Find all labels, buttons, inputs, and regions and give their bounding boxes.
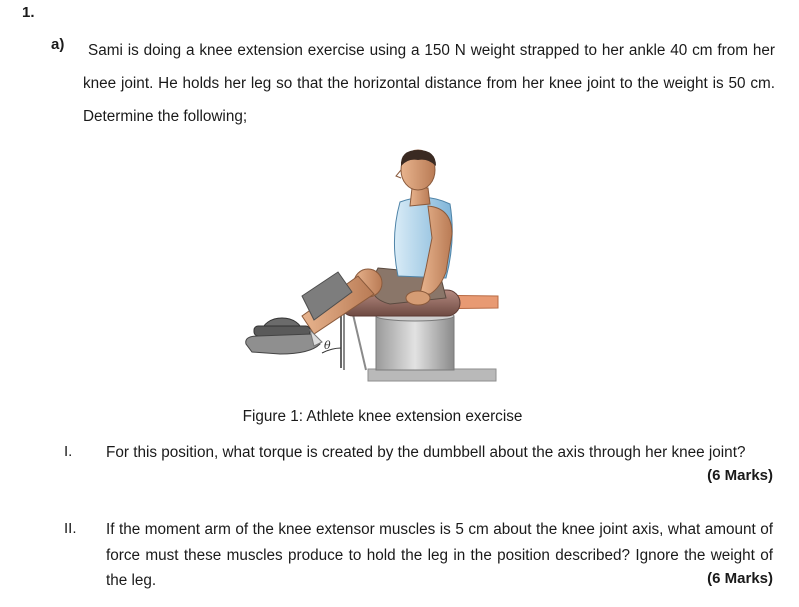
angle-theta-label: θ [324, 339, 331, 352]
question-number: 1. [22, 4, 35, 21]
sub-question-marks: (6 Marks) [707, 570, 773, 587]
sub-question-numeral: II. [64, 520, 77, 537]
part-a-intro-text: Sami is doing a knee extension exercise using a 150 N weight strapped to her ankle 40 cm from her knee joint. He holds her leg so that the horizontal distance from her knee joint to the weight is 50 cm. Determine the following; [83, 42, 775, 125]
athlete-illustration [240, 148, 505, 388]
figure-caption: Figure 1: Athlete knee extension exercise [242, 408, 523, 425]
sub-question-text: For this position, what torque is created by the dumbbell about the axis through her knee joint? [106, 444, 746, 461]
sub-question-marks: (6 Marks) [707, 467, 773, 484]
knee-extension-figure [240, 148, 505, 388]
sub-question-numeral: I. [64, 443, 73, 460]
sub-question-text: If the moment arm of the knee extensor muscles is 5 cm about the knee joint axis, what amount of force must these muscles produce to hold the leg in the position described? Ignore the weight of the leg. [106, 521, 773, 589]
part-a-label: a) [51, 36, 65, 53]
part-a-intro [83, 34, 775, 133]
